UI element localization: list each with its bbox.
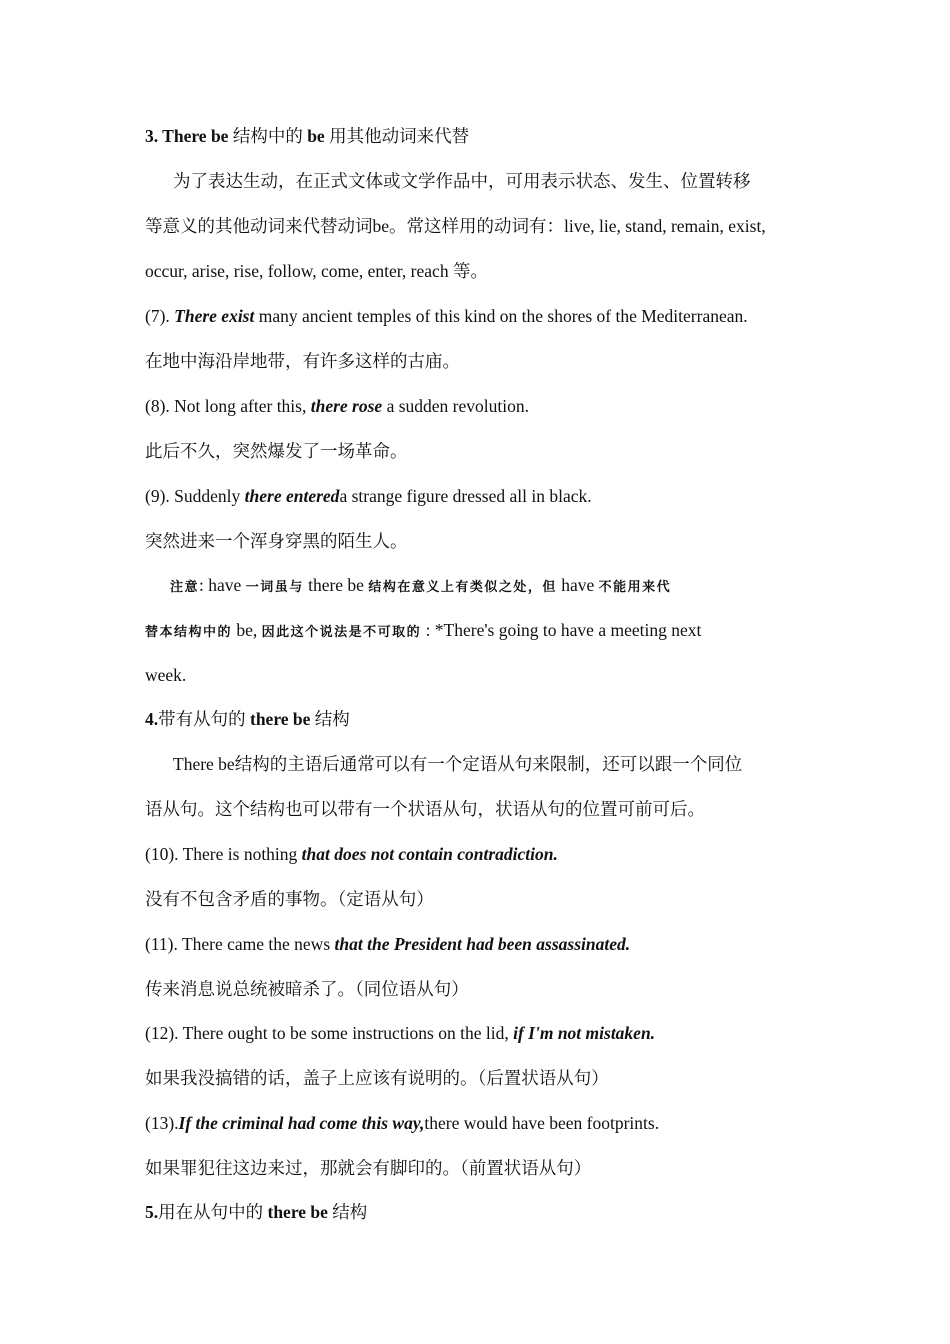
example-text: there would have been footprints. xyxy=(424,1113,660,1133)
example-emphasis: there rose xyxy=(310,396,383,416)
example-9 xyxy=(145,484,815,508)
example-10-translation: 没有不包含矛盾的事物。（定语从句） xyxy=(145,889,434,909)
example-13 xyxy=(145,1111,815,1135)
example-text: a strange figure dressed all in black. xyxy=(339,486,592,506)
heading-text: 用其他动词来代替 xyxy=(329,126,470,146)
paragraph-line: 为了表达生动，在正式文体或文学作品中，可用表示状态、发生、位置转移 xyxy=(173,171,751,191)
heading-text: 用在从句中的 xyxy=(158,1202,268,1222)
paragraph-line: 等意义的其他动词来代替动词be。常这样用的动词有：live, lie, stand, remain, exist, xyxy=(145,216,766,236)
example-12 xyxy=(145,1021,815,1045)
example-emphasis: that does not contain contradiction. xyxy=(301,844,558,864)
heading-number: 4. xyxy=(145,709,159,729)
example-emphasis: there entered xyxy=(244,486,340,506)
example-7 xyxy=(145,304,815,328)
example-10 xyxy=(145,842,815,866)
example-8 xyxy=(145,394,815,418)
heading-number: 3. There be xyxy=(145,126,233,146)
heading-keyword: there be xyxy=(267,1202,333,1222)
example-text: (11). There came the news xyxy=(145,934,335,954)
note-text: 不能用来代 xyxy=(598,580,672,595)
example-text: a sudden revolution. xyxy=(382,396,529,416)
example-text: (10). There is nothing xyxy=(145,844,302,864)
note-text: 结构在意义上有类似之处，但 xyxy=(368,580,557,595)
example-emphasis: There exist xyxy=(174,306,255,326)
heading-text: 带有从句的 xyxy=(158,709,250,729)
example-emphasis: if I'm not mistaken. xyxy=(513,1023,656,1043)
note-line-1 xyxy=(170,573,815,600)
heading-keyword: be xyxy=(307,126,330,146)
note-example: : *There's going to have a meeting next xyxy=(421,620,702,640)
heading-keyword: there be xyxy=(250,709,315,729)
heading-number: 5. xyxy=(145,1202,159,1222)
example-text: (8). Not long after this, xyxy=(145,396,311,416)
example-text: (9). Suddenly xyxy=(145,486,245,506)
note-keyword: have xyxy=(208,575,246,595)
paragraph-line: 语从句。这个结构也可以带有一个状语从句，状语从句的位置可前可后。 xyxy=(145,799,705,819)
example-9-translation: 突然进来一个浑身穿黑的陌生人。 xyxy=(145,531,408,551)
example-emphasis: that the President had been assassinated. xyxy=(334,934,631,954)
note-keyword: have xyxy=(556,575,599,595)
note-line-3: week. xyxy=(145,665,187,685)
example-12-translation: 如果我没搞错的话，盖子上应该有说明的。（后置状语从句） xyxy=(145,1068,609,1088)
example-number: (7). xyxy=(145,306,175,326)
example-11-translation: 传来消息说总统被暗杀了。（同位语从句） xyxy=(145,979,469,999)
note-text: 因此这个说法是不可取的 xyxy=(261,625,422,640)
example-text: many ancient temples of this kind on the shores of the Mediterranean. xyxy=(254,306,748,326)
note-line-2 xyxy=(145,618,815,645)
note-text: 一词虽与 xyxy=(245,580,304,595)
example-8-translation: 此后不久，突然爆发了一场革命。 xyxy=(145,441,408,461)
note-text: 替本结构中的 xyxy=(145,625,233,640)
paragraph-line: There be结构的主语后通常可以有一个定语从句来限制，还可以跟一个同位 xyxy=(173,754,743,774)
note-colon: : xyxy=(199,575,209,595)
example-7-translation: 在地中海沿岸地带，有许多这样的古庙。 xyxy=(145,351,460,371)
heading-text: 结构 xyxy=(332,1202,368,1222)
note-keyword: be, xyxy=(232,620,262,640)
note-keyword: there be xyxy=(303,575,369,595)
section-5-heading xyxy=(145,1200,815,1224)
paragraph-line: occur, arise, rise, follow, come, enter, reach 等。 xyxy=(145,261,488,281)
heading-text: 结构 xyxy=(314,709,350,729)
example-number: (13). xyxy=(145,1113,179,1133)
example-13-translation: 如果罪犯往这边来过，那就会有脚印的。（前置状语从句） xyxy=(145,1158,592,1178)
example-11 xyxy=(145,932,815,956)
note-label: 注意 xyxy=(170,580,200,595)
section-3-heading xyxy=(145,124,815,148)
section-4-heading xyxy=(145,707,815,731)
heading-text: 结构中的 xyxy=(232,126,308,146)
example-text: (12). There ought to be some instructions on the lid, xyxy=(145,1023,514,1043)
example-emphasis: If the criminal had come this way, xyxy=(178,1113,425,1133)
